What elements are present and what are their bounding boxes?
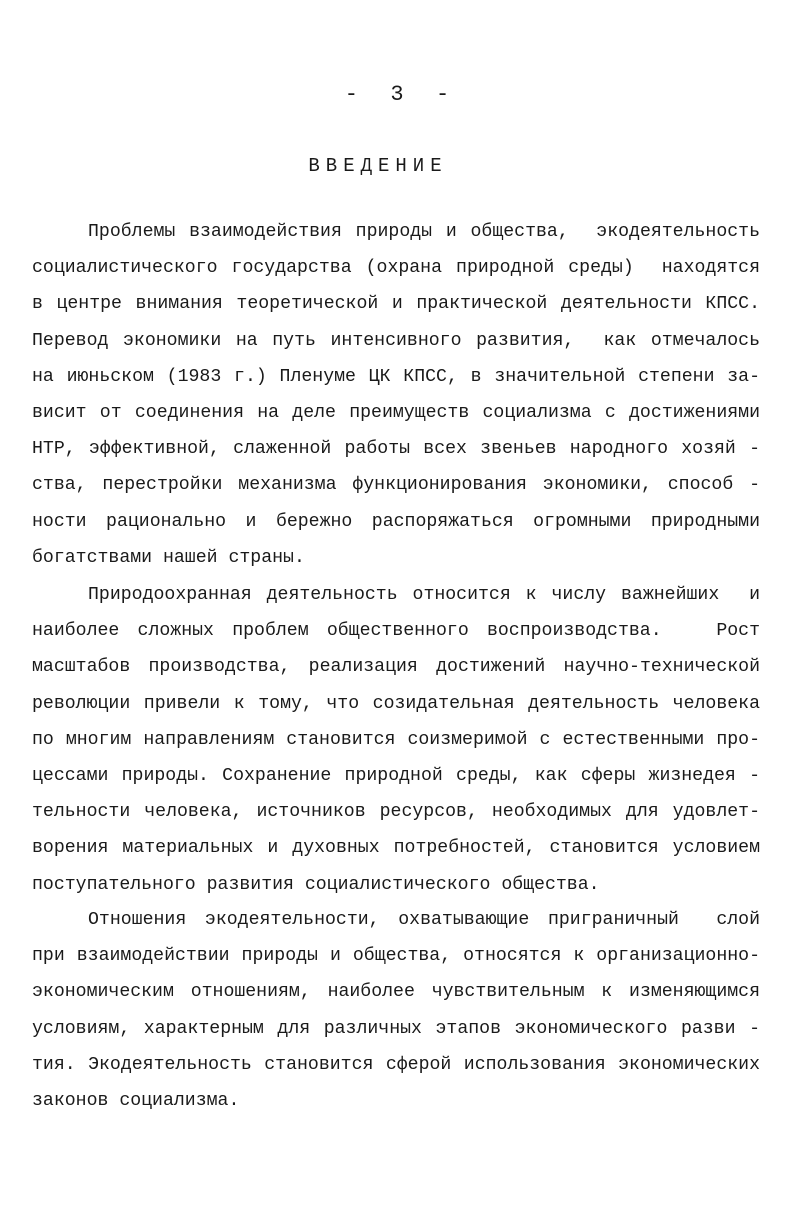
paragraph-1 bbox=[32, 214, 760, 576]
text-line: ворения материальных и духовных потребностей, становится условием bbox=[32, 838, 760, 859]
text-line: Природоохранная деятельность относится к числу важнейших и bbox=[88, 585, 760, 605]
text-line: экономическим отношениям, наиболее чувствительным к изменяющимся bbox=[32, 982, 760, 1003]
text-line: тельности человека, источников ресурсов, необходимых для удовлет- bbox=[32, 802, 760, 823]
text-line: висит от соединения на деле преимуществ социализма с достижениями bbox=[32, 402, 760, 423]
text-line: Проблемы взаимодействия природы и общества, экодеятельность bbox=[88, 222, 760, 242]
text-line: при взаимодействии природы и общества, относятся к организационно- bbox=[32, 946, 760, 967]
text-line: по многим направлениям становится соизмеримой с естественными про- bbox=[32, 729, 760, 750]
text-line: на июньском (1983 г.) Пленуме ЦК КПСС, в значительной степени за- bbox=[32, 366, 760, 387]
text-line: НТР, эффективной, слаженной работы всех звеньев народного хозяй - bbox=[32, 439, 760, 460]
page-number: - 3 - bbox=[344, 82, 452, 107]
paragraph-2 bbox=[32, 577, 760, 903]
text-line: революции привели к тому, что созидательная деятельность человека bbox=[32, 693, 760, 714]
text-line: в центре внимания теоретической и практической деятельности КПСС. bbox=[32, 294, 760, 315]
text-line: ности рационально и бережно распоряжаться огромными природными bbox=[32, 511, 760, 532]
text-line: условиям, характерным для различных этапов экономического разви - bbox=[32, 1018, 760, 1039]
text-line: наиболее сложных проблем общественного воспроизводства. Рост bbox=[32, 621, 760, 642]
text-line: цессами природы. Сохранение природной среды, как сферы жизнедея - bbox=[32, 765, 760, 786]
text-line: поступательного развития социалистического общества. bbox=[32, 874, 600, 895]
text-line: законов социализма. bbox=[32, 1090, 240, 1111]
text-line: Отношения экодеятельности, охватывающие приграничный слой bbox=[88, 910, 760, 930]
text-line: богатствами нашей страны. bbox=[32, 547, 305, 568]
text-line: социалистического государства (охрана природной среды) находятся bbox=[32, 258, 760, 279]
text-line: Перевод экономики на путь интенсивного развития, как отмечалось bbox=[32, 330, 760, 351]
text-line: ства, перестройки механизма функционирования экономики, способ - bbox=[32, 475, 760, 496]
text-line: масштабов производства, реализация достижений научно-технической bbox=[32, 657, 760, 678]
text-line: тия. Экодеятельность становится сферой использования экономических bbox=[32, 1054, 760, 1075]
paragraph-3 bbox=[32, 902, 760, 1119]
section-heading: ВВЕДЕНИЕ bbox=[308, 155, 448, 177]
